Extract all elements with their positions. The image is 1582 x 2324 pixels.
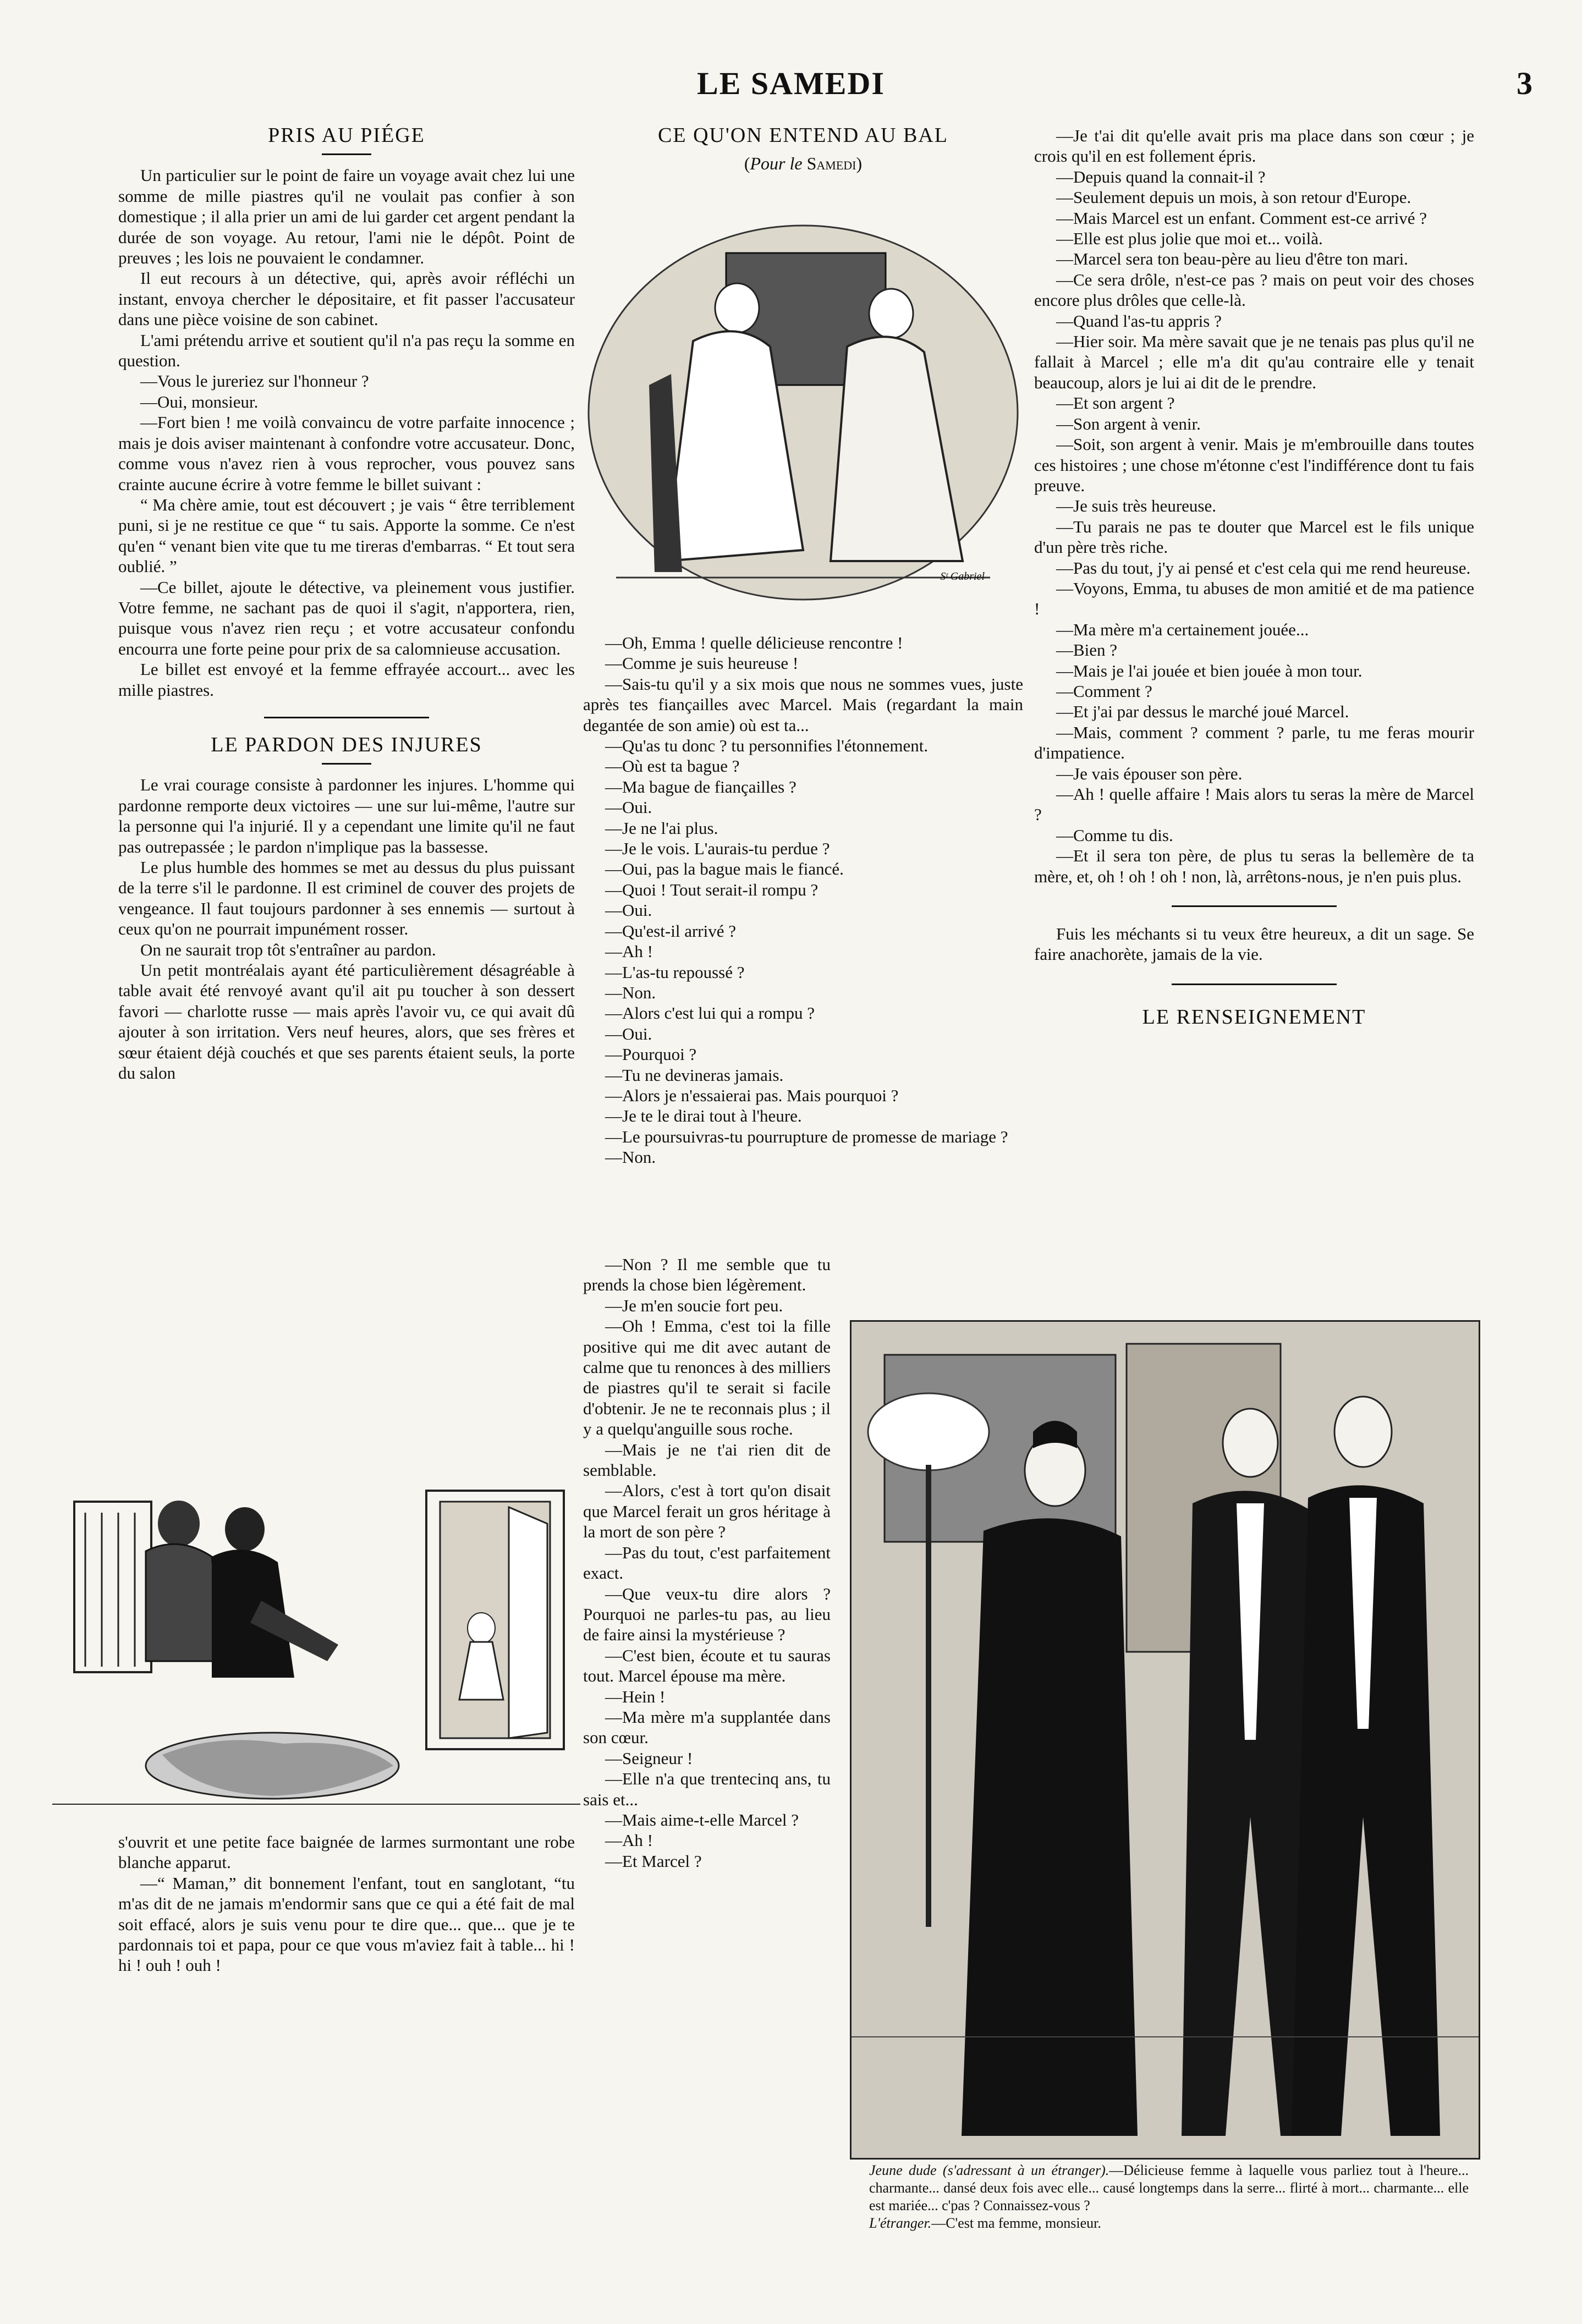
paragraph: s'ouvrit et une petite face baignée de larmes surmontant une robe blanche apparut. <box>118 1832 575 1872</box>
dialogue-line: —Son argent à venir. <box>1056 414 1201 433</box>
pardon-title: LE PARDON DES INJURES <box>211 733 482 756</box>
two-women-illustration <box>583 220 1023 605</box>
dialogue-line: —Je vais épouser son père. <box>1056 763 1243 783</box>
dialogue-line: —Seigneur ! <box>605 1748 693 1768</box>
dialogue-line: —Oh, Emma ! quelle délicieuse rencontre ! <box>605 633 903 652</box>
dialogue-line: —Oui. <box>605 900 652 920</box>
dialogue-line: —C'est bien, écoute et tu sauras tout. Marcel épouse ma mère. <box>583 1645 831 1686</box>
paragraph: L'ami prétendu arrive et soutient qu'il n'a pas reçu la somme en question. <box>118 330 575 371</box>
dialogue-line: —Mais, comment ? comment ? parle, tu me feras mourir d'impatience. <box>1034 722 1474 763</box>
paragraph: Il eut recours à un détective, qui, après avoir réfléchi un instant, envoya chercher le dépositaire, et fit passer l'accusateur dans une pièce voisine de son cabinet. <box>118 268 575 329</box>
dialogue-line: —Ma bague de fiançailles ? <box>605 777 797 796</box>
dialogue-line: —Et Marcel ? <box>605 1851 702 1871</box>
dialogue-line: —Depuis quand la connait-il ? <box>1056 167 1266 186</box>
dialogue-line: —Hier soir. Ma mère savait que je ne tenais pas plus qu'il ne fallait à Marcel ; elle m'a dit qu'au contraire elle y tenait beaucoup, alors je lui ai dit de le prendre. <box>1034 332 1474 392</box>
bal-subtitle <box>583 153 1023 174</box>
left-column <box>118 125 575 1083</box>
dialogue-line: —Tu ne devineras jamais. <box>605 1065 784 1085</box>
dialogue-line: —Quoi ! Tout serait-il rompu ? <box>605 880 819 899</box>
paragraph: —Vous le jureriez sur l'honneur ? <box>140 371 369 391</box>
ballroom-drawing <box>852 1322 1479 2158</box>
dialogue-line: —Et il sera ton père, de plus tu seras la bellemère de ta mère, et, oh ! oh ! oh ! non, là, arrêtons-nous, je n'en puis plus. <box>1034 846 1474 886</box>
dialogue-line: —Ce sera drôle, n'est-ce pas ? mais on peut voir des choses encore plus drôles que celle-là. <box>1034 270 1474 310</box>
dialogue-line: —Qu'est-il arrivé ? <box>605 921 736 941</box>
dialogue-line: —Bien ? <box>1056 640 1118 660</box>
subtitle-journal: Samedi <box>806 153 856 174</box>
dialogue-line: —Pourquoi ? <box>605 1045 697 1064</box>
caption-speaker: L'étranger. <box>869 2215 932 2231</box>
renseignement-title: LE RENSEIGNEMENT <box>1142 1005 1366 1029</box>
dialogue-line: —Pas du tout, c'est parfaitement exact. <box>583 1542 831 1583</box>
dialogue-line: —Marcel sera ton beau-père au lieu d'être ton mari. <box>1056 249 1408 269</box>
dialogue-line: —L'as-tu repoussé ? <box>605 962 745 982</box>
dialogue-line: —Qu'as tu donc ? tu personnifies l'étonnement. <box>605 736 929 756</box>
dialogue-line: —Le poursuivras-tu pourrupture de promesse de mariage ? <box>605 1127 1008 1146</box>
dialogue-line: —Non. <box>605 1147 656 1167</box>
caption-text: —C'est ma femme, monsieur. <box>931 2215 1101 2231</box>
dialogue-line: —Soit, son argent à venir. Mais je m'embrouille dans toutes ces histoires ; une chose m'étonne c'est l'indifférence dont tu fais preuve. <box>1034 435 1474 495</box>
dialogue-line: —Comment ? <box>1056 681 1152 701</box>
dialogue-line: —Pas du tout, j'y ai pensé et c'est cela qui me rend heureuse. <box>1056 558 1471 578</box>
maxim: Fuis les méchants si tu veux être heureux, a dit un sage. Se faire anachorète, jamais de la vie. <box>1034 924 1474 964</box>
caption-line-2 <box>869 2215 1469 2232</box>
renseignement-illustration <box>850 1320 1480 2160</box>
middle-column-narrow <box>583 1254 831 1871</box>
quoted-note: “ Ma chère amie, tout est découvert ; je vais “ être terriblement puni, si je ne restitue ce que “ tu sais. Apporte la somme. Ce n'est qu'en “ venant bien vite que tu me tireras d'embarras. “ Et tout sera oublié. ” <box>118 495 575 576</box>
paragraph: Le vrai courage consiste à pardonner les injures. L'homme qui pardonne remporte deux victoires — une sur lui-même, l'autre sur la personne qui l'a injurié. Il y a cependant une limite qu'il ne faut pas outrepassée ; le pardon n'implique pas la bassesse. <box>118 775 575 856</box>
dialogue-line: —Oui. <box>605 1024 652 1043</box>
paragraph: —Ce billet, ajoute le détective, va pleinement vous justifier. Votre femme, ne sachant pas de quoi il s'agit, n'apportera, rien, puisque vous n'avez rien reçu ; et votre accusateur confondu encourra une forte peine pour prix de sa calomnieuse accusation. <box>118 577 575 658</box>
dialogue-line: —Comme je suis heureuse ! <box>605 653 799 673</box>
dialogue-line: —Que veux-tu dire alors ? Pourquoi ne parles-tu pas, au lieu de faire ainsi la mystérieuse ? <box>583 1584 831 1645</box>
dialogue-line: —Sais-tu qu'il y a six mois que nous ne sommes vues, juste après tes fiançailles avec Marcel. Mais (regardant la main degantée de son amie) où est ta... <box>583 674 1023 735</box>
dialogue-line: —Je ne l'ai plus. <box>605 818 718 838</box>
paragraph: —Oui, monsieur. <box>140 392 259 411</box>
paragraph: On ne saurait trop tôt s'entraîner au pardon. <box>140 940 436 959</box>
dialogue-line: —Mais je ne t'ai rien dit de semblable. <box>583 1440 831 1480</box>
dialogue-line: —Comme tu dis. <box>1056 825 1173 845</box>
dialogue-line: —Quand l'as-tu appris ? <box>1056 311 1222 331</box>
dialogue-line: —Ma mère m'a certainement jouée... <box>1056 619 1309 639</box>
paragraph: Un particulier sur le point de faire un voyage avait chez lui une somme de mille piastres qu'il ne voulait pas confier à son domestique ; il alla prier un ami de lui garder cet argent pendant la durée de son voyage. Au retour, l'ami nie le dépôt. Point de preuves ; les lois ne pouvaient le condamner. <box>118 166 575 268</box>
pris-au-piege-title: PRIS AU PIÉGE <box>268 124 425 147</box>
title-rule <box>322 763 371 765</box>
page-header-title: LE SAMEDI <box>697 65 885 101</box>
right-column <box>1034 125 1474 1028</box>
dialogue-line: —Je te le dirai tout à l'heure. <box>605 1106 802 1126</box>
section-divider <box>1172 905 1337 907</box>
dialogue-line: —Hein ! <box>605 1686 666 1706</box>
paragraph: —“ Maman,” dit bonnement l'enfant, tout en sanglotant, “tu m'as dit de ne jamais m'endormir sans que ce qui a été fait de mal soit effacé, alors je suis venu pour te dire que... que... que je te pardonnais toi et papa, pour ce que vous m'aviez fait à table... hi ! hi ! ouh ! ouh ! <box>118 1873 575 1975</box>
dialogue-line: —Tu parais ne pas te douter que Marcel est le fils unique d'un père très riche. <box>1034 517 1474 557</box>
renseignement-caption <box>869 2162 1469 2232</box>
dialogue-line: —Mais aime-t-elle Marcel ? <box>605 1810 799 1829</box>
section-divider <box>1172 984 1337 985</box>
family-salon-drawing <box>52 1480 580 1815</box>
dialogue-line: —Oh ! Emma, c'est toi la fille positive qui me dit avec autant de calme que tu renonces à des milliers de piastres qu'il te serait si facile d'obtenir. Je ne te reconnais plus ; il y a quelqu'anguille sous roche. <box>583 1316 831 1439</box>
dialogue-line: —Ma mère m'a supplantée dans son cœur. <box>583 1707 831 1748</box>
dialogue-line: —Alors c'est lui qui a rompu ? <box>605 1003 815 1023</box>
subtitle-paren-open: ( <box>744 153 750 174</box>
artist-signature: Sᵗ Gabriel <box>940 570 985 583</box>
paragraph: —Fort bien ! me voilà convaincu de votre parfaite innocence ; mais je dois aviser maintenant à confondre votre accusateur. Donc, comme vous n'avez rien à vous reprocher, vous pouvez sans crainte aucune écrire à votre femme le billet suivant : <box>118 413 575 494</box>
dialogue-line: —Et j'ai par dessus le marché joué Marcel. <box>1056 702 1349 722</box>
dialogue-line: —Voyons, Emma, tu abuses de mon amitié et de ma patience ! <box>1034 578 1474 619</box>
dialogue-line: —Je suis très heureuse. <box>1056 496 1216 516</box>
caption-text: —Délicieuse femme à laquelle vous parliez tout à l'heure... charmante... dansé deux fois avec elle... causé longtemps dans la serre... flirté à mort... charmante... elle est mariée... c'pas ? Connaissez-vous ? <box>869 2162 1469 2213</box>
dialogue-line: —Mais Marcel est un enfant. Comment est-ce arrivé ? <box>1056 208 1427 228</box>
bal-title: CE QU'ON ENTEND AU BAL <box>658 124 948 147</box>
caption-speaker: Jeune dude (s'adressant à un étranger). <box>869 2162 1109 2178</box>
dialogue-line: —Mais je l'ai jouée et bien jouée à mon tour. <box>1056 661 1363 680</box>
middle-column-head <box>583 125 1023 185</box>
section-divider <box>264 717 429 718</box>
dialogue-line: —Ah ! <box>605 1831 653 1850</box>
dialogue-line: —Elle n'a que trentecinq ans, tu sais et... <box>583 1769 831 1809</box>
family-salon-illustration <box>52 1480 580 1815</box>
dialogue-line: —Ah ! <box>605 942 653 962</box>
dialogue-line: —Alors, c'est à tort qu'on disait que Marcel ferait un gros héritage à la mort de son père ? <box>583 1481 831 1542</box>
caption-line-1 <box>869 2162 1469 2215</box>
dialogue-line: —Seulement depuis un mois, à son retour d'Europe. <box>1056 188 1411 207</box>
middle-column-dialogue <box>583 633 1023 1168</box>
page-number: 3 <box>1517 65 1532 101</box>
subtitle-paren-close: ) <box>856 153 863 174</box>
dialogue-line: —Et son argent ? <box>1056 393 1175 413</box>
dialogue-line: —Oui, pas la bague mais le fiancé. <box>605 859 844 879</box>
dialogue-line: —Où est ta bague ? <box>605 756 740 776</box>
dialogue-line: —Oui. <box>605 798 652 817</box>
dialogue-line: —Elle est plus jolie que moi et... voilà. <box>1056 229 1323 249</box>
dialogue-line: —Ah ! quelle affaire ! Mais alors tu seras la mère de Marcel ? <box>1034 784 1474 825</box>
title-rule <box>322 153 371 155</box>
subtitle-for: Pour le <box>750 153 803 174</box>
dialogue-line: —Non ? Il me semble que tu prends la chose bien légèrement. <box>583 1255 831 1295</box>
dialogue-line: —Alors je n'essaierai pas. Mais pourquoi ? <box>605 1085 899 1105</box>
paragraph: Le plus humble des hommes se met au dessus du plus puissant de la terre s'il le pardonne. Il est criminel de couver des projets de vengeance. Il faut toujours pardonner à ses ennemis — surtout à ceux qu'on ne pourrait impunément rosser. <box>118 858 575 939</box>
two-women-drawing <box>583 220 1023 605</box>
dialogue-line: —Je m'en soucie fort peu. <box>605 1295 783 1315</box>
dialogue-line: —Non. <box>605 982 656 1002</box>
left-column-continuation <box>118 1832 575 1976</box>
dialogue-line: —Je le vois. L'aurais-tu perdue ? <box>605 839 830 859</box>
dialogue-line: —Je t'ai dit qu'elle avait pris ma place dans son cœur ; je crois qu'il en est follement épris. <box>1034 126 1474 166</box>
paragraph: Le billet est envoyé et la femme effrayée accourt... avec les mille piastres. <box>118 660 575 700</box>
paragraph: Un petit montréalais ayant été particulièrement désagréable à table avait été renvoyé avant qu'il ait pu toucher à son dessert favori — charlotte russe — mais après l'avoir vu, ce qui avait dû ajouter à son irritation. Vers neuf heures, alors, que ses frères et sœur étaient déjà couchés et que ses parents étaient seuls, la porte du salon <box>118 960 575 1083</box>
